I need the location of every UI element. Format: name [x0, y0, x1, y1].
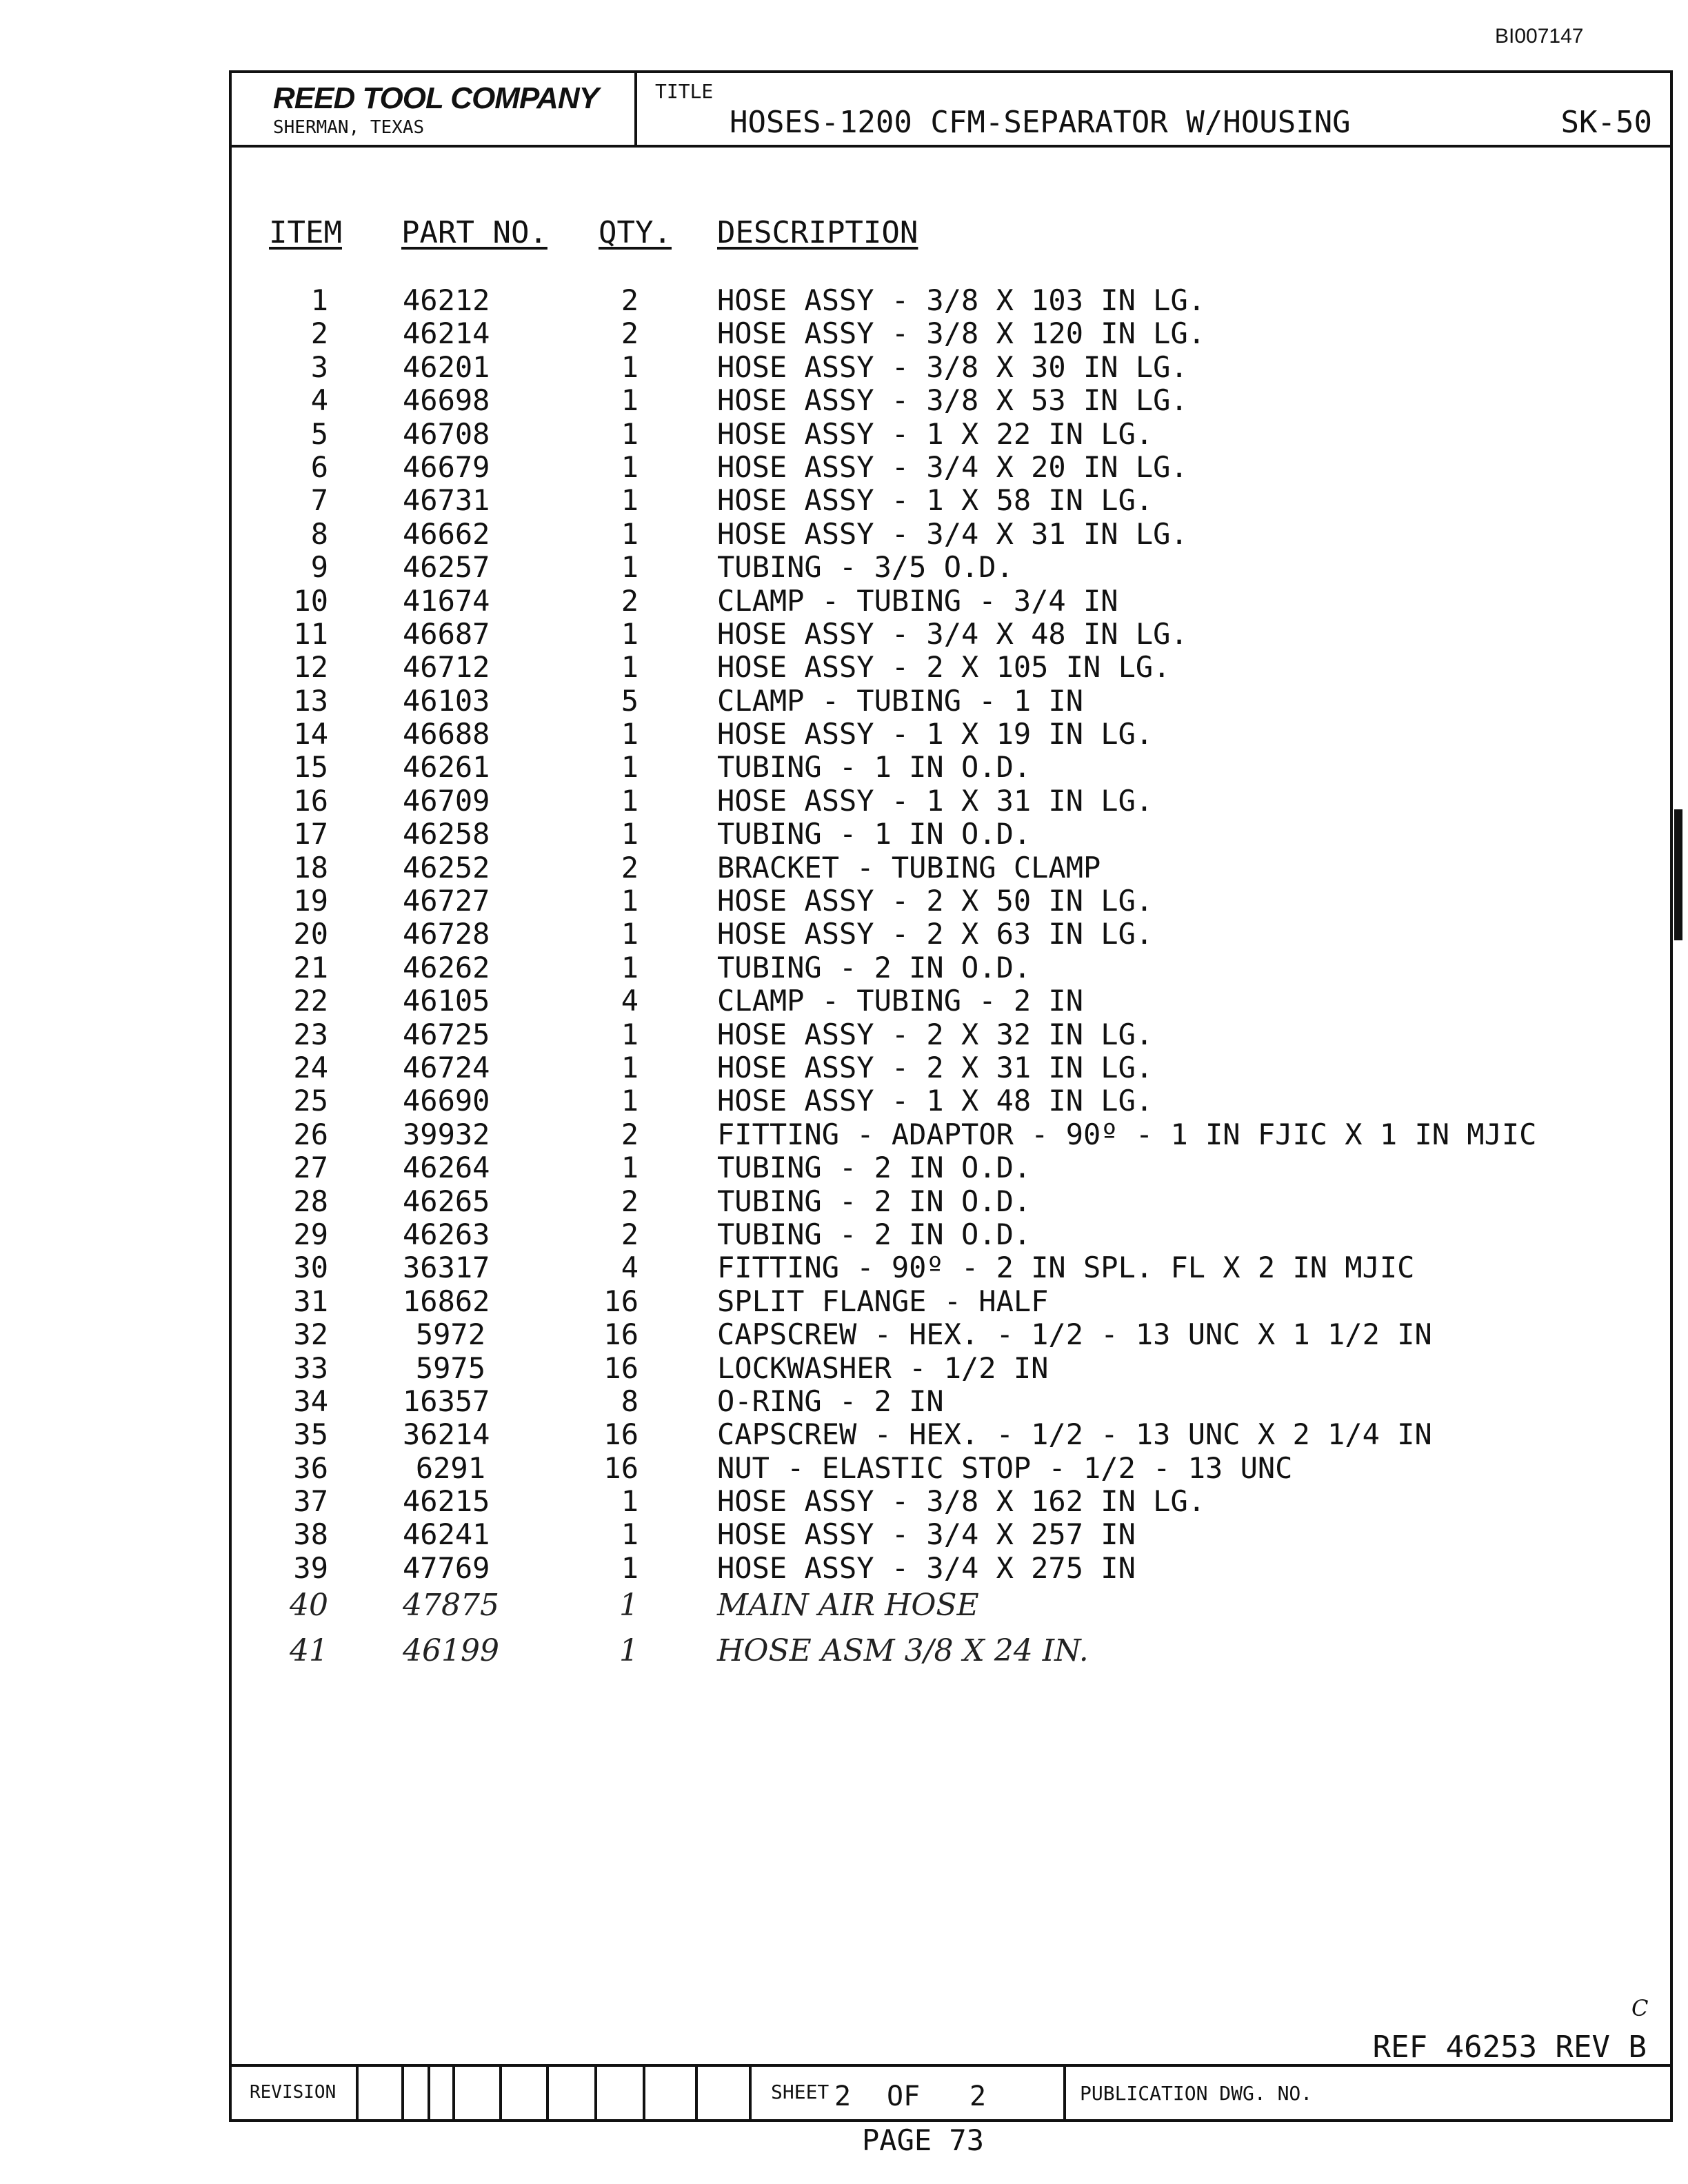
part-number: 46725	[403, 1017, 490, 1051]
item-number: 24	[293, 1050, 328, 1084]
part-number: 46258	[403, 817, 490, 851]
item-number: 30	[293, 1251, 328, 1285]
company-name: REED TOOL COMPANY	[273, 81, 599, 115]
item-number: 33	[293, 1351, 328, 1385]
description: FITTING - 90º - 2 IN SPL. FL X 2 IN MJIC	[717, 1251, 1415, 1285]
company-block	[232, 73, 637, 145]
part-number: 46731	[403, 483, 490, 518]
quantity: 4	[621, 1251, 639, 1285]
description: TUBING - 2 IN O.D.	[717, 1151, 1032, 1185]
item-number: 36	[293, 1450, 328, 1485]
part-number: 39932	[403, 1117, 490, 1151]
page-number: PAGE 73	[862, 2123, 985, 2157]
item-number: 17	[293, 817, 328, 851]
description: HOSE ASSY - 3/8 X 30 IN LG.	[717, 350, 1188, 384]
handwritten-quantity: 1	[619, 1633, 639, 1669]
publication-drawing-label: PUBLICATION DWG. NO.	[1080, 2082, 1313, 2105]
title-label: TITLE	[655, 80, 714, 103]
description: HOSE ASSY - 1 X 58 IN LG.	[717, 483, 1154, 518]
part-number: 46698	[403, 383, 490, 418]
quantity: 1	[621, 383, 639, 418]
quantity: 2	[621, 316, 639, 351]
quantity: 1	[621, 449, 639, 484]
part-number: 46688	[403, 717, 490, 751]
part-number: 46212	[403, 283, 490, 317]
quantity: 1	[621, 884, 639, 918]
item-number: 19	[293, 884, 328, 918]
handwritten-description: HOSE ASM 3/8 X 24 IN.	[717, 1633, 1089, 1669]
parts-row	[232, 1385, 1670, 1418]
item-number: 18	[293, 850, 328, 884]
drawing-frame	[229, 70, 1673, 2122]
revision-cell	[356, 2067, 359, 2119]
item-number: 20	[293, 917, 328, 951]
parts-row	[232, 317, 1670, 350]
column-header-description: DESCRIPTION	[717, 215, 918, 250]
handwritten-item-number: 41	[290, 1633, 328, 1669]
handwritten-part-number: 46199	[403, 1633, 499, 1669]
quantity: 16	[603, 1284, 639, 1318]
column-header-item: ITEM	[269, 215, 342, 250]
quantity: 1	[621, 550, 639, 585]
part-number: 46214	[403, 316, 490, 351]
description: NUT - ELASTIC STOP - 1/2 - 13 UNC	[717, 1450, 1293, 1485]
revision-cell	[594, 2067, 597, 2119]
part-number: 46103	[403, 683, 490, 718]
description: SPLIT FLANGE - HALF	[717, 1284, 1049, 1318]
part-number: 6291	[415, 1450, 485, 1485]
description: TUBING - 2 IN O.D.	[717, 950, 1032, 984]
quantity: 1	[621, 1151, 639, 1185]
parts-row	[232, 918, 1670, 951]
part-number: 46724	[403, 1050, 490, 1084]
part-number: 46690	[403, 1084, 490, 1118]
quantity: 1	[621, 750, 639, 785]
item-number: 15	[293, 750, 328, 785]
sheet-block	[749, 2067, 1066, 2119]
description: LOCKWASHER - 1/2 IN	[717, 1351, 1049, 1385]
quantity: 5	[621, 683, 639, 718]
quantity: 1	[621, 650, 639, 685]
part-number: 46265	[403, 1184, 490, 1218]
drawing-title: HOSES-1200 CFM-SEPARATOR W/HOUSING	[730, 105, 1351, 140]
column-header-qty: QTY.	[599, 215, 672, 250]
quantity: 2	[621, 283, 639, 317]
description: TUBING - 2 IN O.D.	[717, 1184, 1032, 1218]
part-number: 5972	[415, 1317, 485, 1352]
parts-row	[232, 484, 1670, 517]
part-number: 5975	[415, 1351, 485, 1385]
description: HOSE ASSY - 2 X 50 IN LG.	[717, 884, 1154, 918]
parts-row	[232, 551, 1670, 584]
description: HOSE ASSY - 3/4 X 275 IN	[717, 1550, 1136, 1585]
description: TUBING - 2 IN O.D.	[717, 1217, 1032, 1251]
handwritten-row	[232, 1585, 1670, 1630]
parts-row	[232, 518, 1670, 551]
part-number: 46252	[403, 850, 490, 884]
handwritten-part-number: 47875	[403, 1588, 499, 1624]
item-number: 7	[310, 483, 328, 518]
title-block	[232, 73, 1670, 148]
item-number: 32	[293, 1317, 328, 1352]
part-number: 46257	[403, 550, 490, 585]
company-location: SHERMAN, TEXAS	[273, 117, 425, 138]
item-number: 39	[293, 1550, 328, 1585]
quantity: 4	[621, 984, 639, 1018]
part-number: 16862	[403, 1284, 490, 1318]
description: TUBING - 1 IN O.D.	[717, 750, 1032, 785]
item-number: 35	[293, 1417, 328, 1452]
column-header-part-no: PART NO.	[401, 215, 547, 250]
description: HOSE ASSY - 2 X 31 IN LG.	[717, 1050, 1154, 1084]
item-number: 1	[310, 283, 328, 317]
description: HOSE ASSY - 3/4 X 257 IN	[717, 1517, 1136, 1552]
quantity: 2	[621, 583, 639, 618]
part-number: 46687	[403, 616, 490, 651]
item-number: 23	[293, 1017, 328, 1051]
parts-row	[232, 1018, 1670, 1051]
parts-row	[232, 1518, 1670, 1551]
document-id: BI007147	[1495, 25, 1584, 48]
revision-cell	[428, 2067, 430, 2119]
quantity: 16	[603, 1417, 639, 1452]
quantity: 1	[621, 817, 639, 851]
revision-cell	[401, 2067, 404, 2119]
item-number: 37	[293, 1484, 328, 1519]
parts-row	[232, 618, 1670, 651]
description: HOSE ASSY - 3/4 X 20 IN LG.	[717, 449, 1188, 484]
part-number: 46264	[403, 1151, 490, 1185]
item-number: 13	[293, 683, 328, 718]
quantity: 1	[621, 483, 639, 518]
quantity: 1	[621, 1017, 639, 1051]
description: FITTING - ADAPTOR - 90º - 1 IN FJIC X 1 IN MJIC	[717, 1117, 1537, 1151]
item-number: 8	[310, 516, 328, 551]
description: HOSE ASSY - 1 X 22 IN LG.	[717, 416, 1154, 451]
quantity: 1	[621, 950, 639, 984]
item-number: 4	[310, 383, 328, 418]
drawing-number: SK-50	[1560, 105, 1652, 140]
item-number: 10	[293, 583, 328, 618]
description: HOSE ASSY - 2 X 63 IN LG.	[717, 917, 1154, 951]
part-number: 47769	[403, 1550, 490, 1585]
parts-row	[232, 1352, 1670, 1385]
handwritten-description: MAIN AIR HOSE	[717, 1588, 979, 1624]
quantity: 16	[603, 1450, 639, 1485]
parts-row	[232, 818, 1670, 851]
description: HOSE ASSY - 3/8 X 162 IN LG.	[717, 1484, 1206, 1519]
revision-cell	[546, 2067, 549, 2119]
parts-row	[232, 751, 1670, 784]
parts-row	[232, 1318, 1670, 1351]
item-number: 29	[293, 1217, 328, 1251]
reference-number: REF 46253 REV B	[1372, 2030, 1647, 2065]
parts-row	[232, 451, 1670, 484]
description: TUBING - 3/5 O.D.	[717, 550, 1014, 585]
description: HOSE ASSY - 3/8 X 103 IN LG.	[717, 283, 1206, 317]
quantity: 1	[621, 1050, 639, 1084]
item-number: 16	[293, 783, 328, 818]
item-number: 2	[310, 316, 328, 351]
parts-row	[232, 785, 1670, 818]
part-number: 46712	[403, 650, 490, 685]
item-number: 27	[293, 1151, 328, 1185]
parts-row	[232, 851, 1670, 884]
quantity: 1	[621, 717, 639, 751]
description: BRACKET - TUBING CLAMP	[717, 850, 1101, 884]
quantity: 1	[621, 616, 639, 651]
part-number: 46263	[403, 1217, 490, 1251]
part-number: 46708	[403, 416, 490, 451]
item-number: 38	[293, 1517, 328, 1552]
revision-cell	[643, 2067, 645, 2119]
quantity: 1	[621, 416, 639, 451]
parts-row	[232, 685, 1670, 718]
description: HOSE ASSY - 3/8 X 120 IN LG.	[717, 316, 1206, 351]
revision-label: REVISION	[250, 2082, 336, 2103]
quantity: 1	[621, 783, 639, 818]
description: HOSE ASSY - 3/4 X 48 IN LG.	[717, 616, 1188, 651]
parts-row	[232, 351, 1670, 384]
description: CLAMP - TUBING - 3/4 IN	[717, 583, 1118, 618]
handwritten-row	[232, 1630, 1670, 1676]
part-number: 41674	[403, 583, 490, 618]
description: CLAMP - TUBING - 2 IN	[717, 984, 1084, 1018]
description: HOSE ASSY - 2 X 32 IN LG.	[717, 1017, 1154, 1051]
item-number: 6	[310, 449, 328, 484]
footer-block	[232, 2064, 1670, 2119]
parts-row	[232, 1251, 1670, 1284]
item-number: 3	[310, 350, 328, 384]
part-number: 36317	[403, 1251, 490, 1285]
quantity: 16	[603, 1317, 639, 1352]
item-number: 9	[310, 550, 328, 585]
item-number: 25	[293, 1084, 328, 1118]
description: CAPSCREW - HEX. - 1/2 - 13 UNC X 1 1/2 IN	[717, 1317, 1432, 1352]
quantity: 1	[621, 1517, 639, 1552]
parts-row	[232, 1084, 1670, 1118]
part-number: 46679	[403, 449, 490, 484]
parts-row	[232, 1118, 1670, 1151]
description: O-RING - 2 IN	[717, 1384, 944, 1418]
item-number: 31	[293, 1284, 328, 1318]
part-number: 36214	[403, 1417, 490, 1452]
description: CLAMP - TUBING - 1 IN	[717, 683, 1084, 718]
part-number: 46727	[403, 884, 490, 918]
parts-row	[232, 951, 1670, 984]
quantity: 1	[621, 350, 639, 384]
handwritten-quantity: 1	[619, 1588, 639, 1624]
parts-row	[232, 1285, 1670, 1318]
item-number: 11	[293, 616, 328, 651]
revision-cell	[452, 2067, 455, 2119]
quantity: 2	[621, 850, 639, 884]
description: TUBING - 1 IN O.D.	[717, 817, 1032, 851]
parts-row	[232, 585, 1670, 618]
parts-row	[232, 1452, 1670, 1485]
parts-row	[232, 1485, 1670, 1518]
sheet-current: 2	[834, 2081, 852, 2112]
item-number: 12	[293, 650, 328, 685]
quantity: 2	[621, 1184, 639, 1218]
quantity: 8	[621, 1384, 639, 1418]
part-number: 46261	[403, 750, 490, 785]
sheet-of: OF	[887, 2081, 921, 2112]
parts-row	[232, 1418, 1670, 1451]
item-number: 21	[293, 950, 328, 984]
description: HOSE ASSY - 1 X 31 IN LG.	[717, 783, 1154, 818]
description: HOSE ASSY - 3/8 X 53 IN LG.	[717, 383, 1188, 418]
parts-row	[232, 1218, 1670, 1251]
parts-row	[232, 718, 1670, 751]
quantity: 1	[621, 1550, 639, 1585]
item-number: 22	[293, 984, 328, 1018]
quantity: 16	[603, 1351, 639, 1385]
quantity: 2	[621, 1217, 639, 1251]
description: HOSE ASSY - 1 X 48 IN LG.	[717, 1084, 1154, 1118]
item-number: 34	[293, 1384, 328, 1418]
part-number: 46728	[403, 917, 490, 951]
parts-row	[232, 384, 1670, 417]
handwritten-item-number: 40	[290, 1588, 328, 1624]
quantity: 1	[621, 917, 639, 951]
parts-row	[232, 984, 1670, 1018]
parts-row	[232, 884, 1670, 918]
parts-list	[232, 284, 1670, 1676]
quantity: 1	[621, 1084, 639, 1118]
revision-cell	[499, 2067, 502, 2119]
quantity: 2	[621, 1117, 639, 1151]
quantity: 1	[621, 516, 639, 551]
scan-edge-mark	[1674, 809, 1682, 940]
part-number: 46105	[403, 984, 490, 1018]
parts-row	[232, 651, 1670, 684]
description: CAPSCREW - HEX. - 1/2 - 13 UNC X 2 1/4 IN	[717, 1417, 1432, 1452]
part-number: 46215	[403, 1484, 490, 1519]
description: HOSE ASSY - 2 X 105 IN LG.	[717, 650, 1171, 685]
item-number: 26	[293, 1117, 328, 1151]
revision-cell	[695, 2067, 698, 2119]
parts-row	[232, 1151, 1670, 1184]
revision-mark: C	[1631, 1995, 1649, 2021]
part-number: 46201	[403, 350, 490, 384]
part-number: 46662	[403, 516, 490, 551]
parts-row	[232, 418, 1670, 451]
item-number: 5	[310, 416, 328, 451]
parts-row	[232, 1051, 1670, 1084]
part-number: 46241	[403, 1517, 490, 1552]
sheet-label: SHEET	[771, 2081, 830, 2103]
parts-row	[232, 284, 1670, 317]
parts-row	[232, 1552, 1670, 1585]
parts-row	[232, 1185, 1670, 1218]
description: HOSE ASSY - 1 X 19 IN LG.	[717, 717, 1154, 751]
item-number: 28	[293, 1184, 328, 1218]
part-number: 46709	[403, 783, 490, 818]
part-number: 16357	[403, 1384, 490, 1418]
quantity: 1	[621, 1484, 639, 1519]
sheet-total: 2	[969, 2081, 987, 2112]
description: HOSE ASSY - 3/4 X 31 IN LG.	[717, 516, 1188, 551]
part-number: 46262	[403, 950, 490, 984]
item-number: 14	[293, 717, 328, 751]
